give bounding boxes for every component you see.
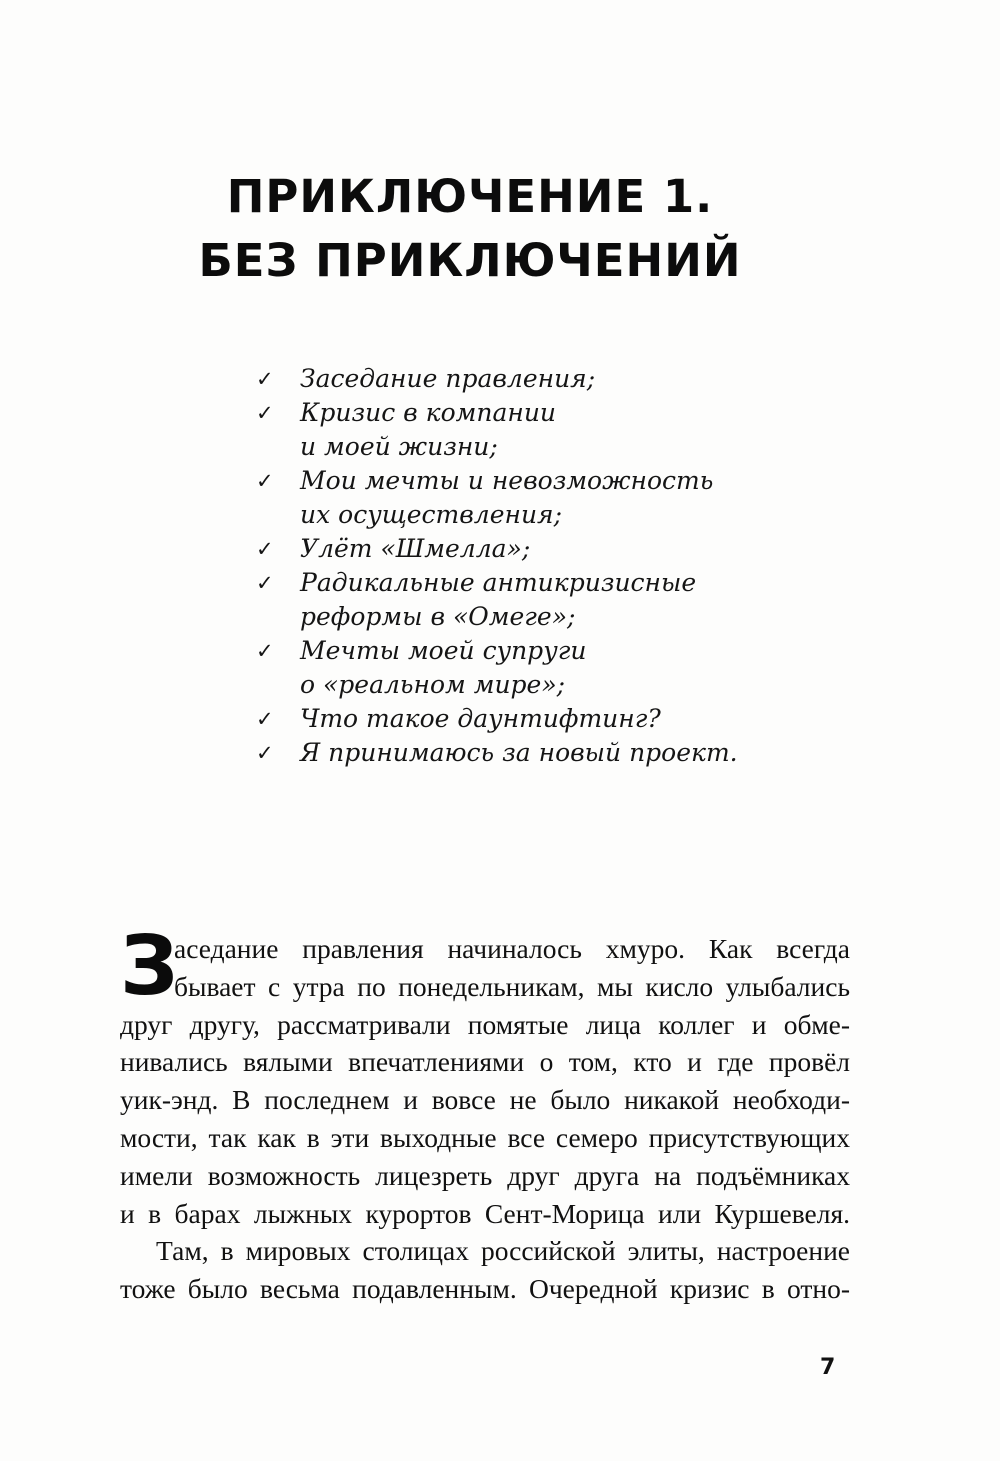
checklist-item — [250, 566, 770, 634]
checkmark-icon: ✓ — [256, 639, 274, 663]
checklist-item-text-continued: их осуществления; — [300, 500, 563, 529]
checklist-item-text-continued: реформы в «Омеге»; — [300, 602, 576, 631]
paragraph-line: имели возможность лицезреть друг друга на подъёмниках — [120, 1159, 850, 1191]
paragraph-line: и в барах лыжных курортов Сент-Морица или Куршевеля. — [120, 1197, 850, 1229]
checklist-item-text: Радикальные антикризисные — [300, 568, 697, 597]
paragraph-line: тоже было весьма подавленным. Очередной кризис в отно- — [120, 1273, 850, 1305]
paragraph-line: уик-энд. В последнем и вовсе не было никакой необходи- — [120, 1084, 850, 1116]
checklist-item-text: Что такое даунтифтинг? — [300, 704, 661, 733]
checklist-item — [250, 362, 770, 396]
checklist-item-text: Заседание правления; — [300, 364, 596, 393]
checklist-item-text-continued: и моей жизни; — [300, 432, 498, 461]
paragraph-line: аседание правления начиналось хмуро. Как всегда — [174, 933, 850, 964]
checklist-item-text: Мои мечты и невозможность — [300, 466, 714, 495]
checklist-item — [250, 532, 770, 566]
checklist-item-text-continued: о «реальном мире»; — [300, 670, 566, 699]
paragraph-1-rest — [120, 1006, 850, 1233]
chapter-contents-checklist — [250, 362, 770, 770]
checklist-item-text: Улёт «Шмелла»; — [300, 534, 531, 563]
paragraph-line: нивались вялыми впечатлениями о том, кто и где провёл — [120, 1046, 850, 1078]
paragraph-2 — [120, 1232, 850, 1308]
chapter-title — [190, 165, 750, 293]
checklist-item — [250, 702, 770, 736]
checklist-item — [250, 736, 770, 770]
chapter-title-line-2: БЕЗ ПРИКЛЮЧЕНИЙ — [198, 234, 742, 287]
checklist-item — [250, 464, 770, 532]
checklist-item — [250, 634, 770, 702]
chapter-title-line-1: ПРИКЛЮЧЕНИЕ 1. — [226, 170, 714, 223]
checkmark-icon: ✓ — [256, 707, 274, 731]
checkmark-icon: ✓ — [256, 741, 274, 765]
checkmark-icon: ✓ — [256, 401, 274, 425]
paragraph-line: мости, так как в эти выходные все семеро присутствующих — [120, 1121, 850, 1153]
checkmark-icon: ✓ — [256, 537, 274, 561]
drop-cap: З — [120, 919, 179, 1014]
checkmark-icon: ✓ — [256, 571, 274, 595]
body-text — [120, 919, 850, 1308]
checklist-item-text: Кризис в компании — [300, 398, 557, 427]
checklist-item-text: Я принимаюсь за новый проект. — [300, 738, 738, 767]
page-number: 7 — [820, 1355, 836, 1380]
checkmark-icon: ✓ — [256, 367, 274, 391]
checkmark-icon: ✓ — [256, 469, 274, 493]
paragraph-line: бывает с утра по понедельникам, мы кисло улыбались — [174, 970, 850, 1002]
checklist-item — [250, 396, 770, 464]
checklist-item-text: Мечты моей супруги — [300, 636, 587, 665]
paragraph-1-dropcap-lines — [120, 919, 850, 1014]
paragraph-line: Там, в мировых столицах российской элиты, настроение — [156, 1235, 850, 1267]
paragraph-line: друг другу, рассматривали помятые лица коллег и обме- — [120, 1008, 850, 1040]
